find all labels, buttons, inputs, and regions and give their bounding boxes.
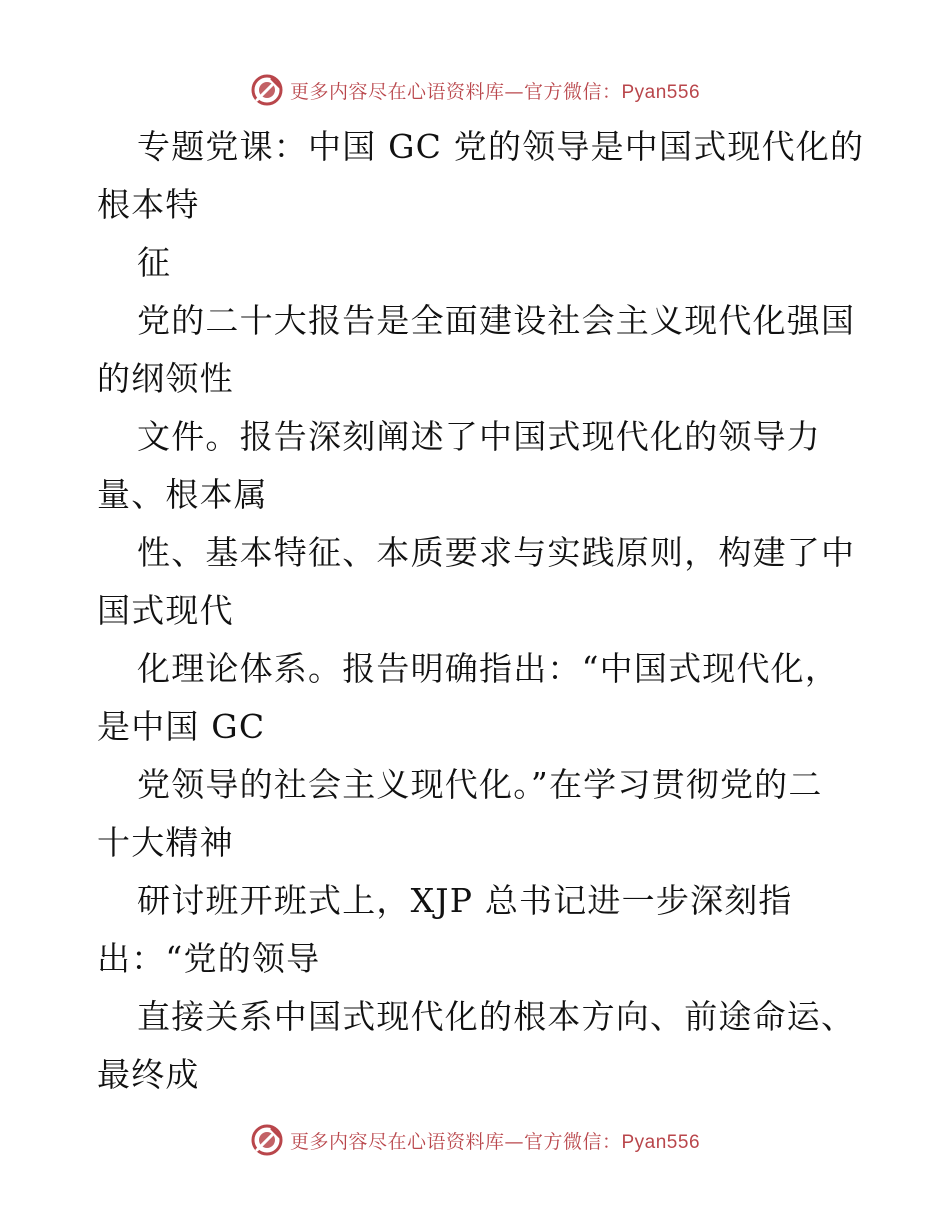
- header-watermark: [0, 70, 950, 110]
- text-line: 化理论体系。报告明确指出：“中国式现代化，: [137, 649, 840, 688]
- watermark-text: 更多内容尽在心语资料库—官方微信：Pyan556: [289, 80, 701, 103]
- text-line: 性、基本特征、本质要求与实践原则，构建了中: [137, 533, 856, 572]
- stamp-logo-icon: [250, 73, 284, 107]
- body-text: [97, 118, 897, 1104]
- text-line: 研讨班开班式上，XJP 总书记进一步深刻指: [137, 881, 793, 920]
- text-line: 是中国 GC: [97, 707, 266, 746]
- text-line: 专题党课：中国 GC 党的领导是中国式现代化的: [137, 127, 865, 166]
- footer-watermark: [0, 1120, 950, 1160]
- text-line: 文件。报告深刻阐述了中国式现代化的领导力: [137, 417, 821, 456]
- text-line: 征: [137, 243, 172, 282]
- stamp-logo-icon: [250, 1123, 284, 1157]
- text-line: 党领导的社会主义现代化。”在学习贯彻党的二: [137, 765, 823, 804]
- text-line: 直接关系中国式现代化的根本方向、前途命运、: [137, 997, 856, 1036]
- text-line: 根本特: [97, 185, 200, 224]
- text-line: 十大精神: [97, 823, 234, 862]
- text-line: 最终成: [97, 1055, 200, 1094]
- text-line: 的纲领性: [97, 359, 234, 398]
- watermark-text: 更多内容尽在心语资料库—官方微信：Pyan556: [289, 1130, 701, 1153]
- watermark-banner: [250, 1123, 700, 1157]
- text-line: 量、根本属: [97, 475, 268, 514]
- text-line: 党的二十大报告是全面建设社会主义现代化强国: [137, 301, 856, 340]
- text-line: 出：“党的领导: [97, 939, 321, 978]
- watermark-banner: [250, 73, 700, 107]
- text-line: 国式现代: [97, 591, 234, 630]
